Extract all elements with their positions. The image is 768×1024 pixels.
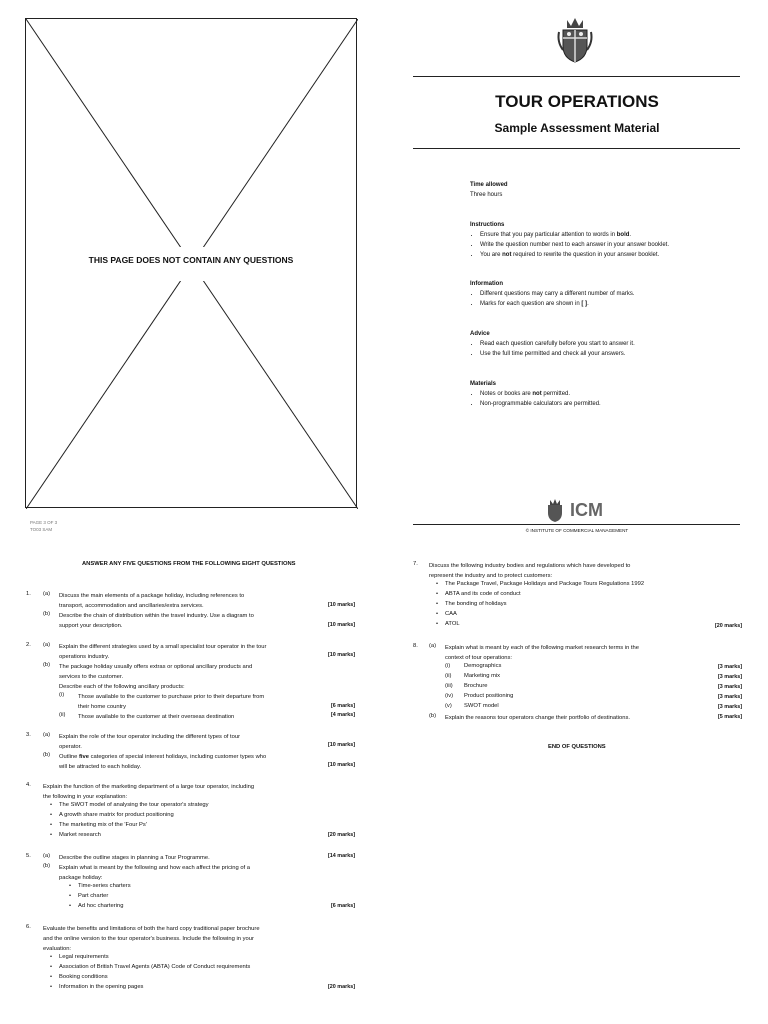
materials-item: • Non-programmable calculators are permitted. [480,399,601,409]
q7-bullet: • ABTA and its code of conduct [445,591,521,597]
q4-bullet: • A growth share matrix for product positioning [59,812,174,818]
q8a-item-text: Brochure [464,683,488,689]
q8a-item-text: Demographics [464,663,502,669]
q3b-label: (b) [43,752,51,758]
q8a-item-text: SWOT model [464,703,499,709]
q7-bullet: • CAA [445,611,457,617]
q4-bullet: • Market research [59,832,101,838]
q7-text: Discuss the following industry bodies and regulations which have developed to represent the industry and to protect customers: [429,563,631,579]
q8a-item-text: Marketing mix [464,673,501,679]
q8-number: 8. [413,643,418,649]
q5b-bullet: • Part charter [78,893,108,899]
page-number: PAGE 3 OF 3 [30,520,58,525]
q2a-text: Explain the different strategies used by a small specialist tour operator in the tour operations industry. [59,644,267,660]
q8b-marks: [5 marks] [718,714,742,720]
q5a-marks: [14 marks] [328,853,355,859]
q3-number: 3. [26,732,31,738]
q2b-label: (b) [43,662,51,668]
crest-icon [555,16,595,64]
q4-bullet: • The marketing mix of the 'Four Ps' [59,822,147,828]
icm-logo-text: ICM [570,500,603,520]
q1b-text: Describe the chain of distribution within the travel industry. Use a diagram to support your description. [59,613,254,629]
q8b-label: (b) [429,713,437,719]
q7-number: 7. [413,561,418,567]
q5a-label: (a) [43,853,51,859]
questions-heading: ANSWER ANY FIVE QUESTIONS FROM THE FOLLOWING EIGHT QUESTIONS [82,561,296,567]
information-item: • Different questions may carry a different number of marks. [480,289,635,299]
copyright: © INSTITUTE OF COMMERCIAL MANAGEMENT [525,528,629,533]
q8a-item-marks: [3 marks] [718,674,742,680]
q4-bullet: • The SWOT model of analysing the tour operator's strategy [59,802,209,808]
q8a-text: Explain what is meant by each of the following market research terms in the context of tour operations: [445,645,639,661]
q8a-item-marks: [3 marks] [718,694,742,700]
q3a-label: (a) [43,732,51,738]
time-heading: Time allowed [470,182,508,188]
advice-heading: Advice [470,331,490,337]
instructions-section [470,220,669,260]
information-item: • Marks for each question are shown in [ ]. [480,299,635,309]
q3b-marks: [10 marks] [328,762,355,768]
end-of-questions: END OF QUESTIONS [548,744,606,750]
document-subtitle: Sample Assessment Material [494,121,660,135]
page-code: TO03 SAM [30,527,53,532]
q2b-ii-label: (ii) [59,712,66,718]
q5b-text: Explain what is meant by the following and how each affect the pricing of a package holiday: [59,865,250,881]
icm-logo-icon [544,499,566,523]
q6-marks: [20 marks] [328,984,355,990]
q5b-bullet: • Time-series charters [78,883,131,889]
q7-marks: [20 marks] [715,623,742,629]
q3a-marks: [10 marks] [328,742,355,748]
q1a-text: Discuss the main elements of a package holiday, including references to transport, accommodation and ancillaries/extra services. [59,593,245,609]
information-heading: Information [470,281,503,287]
q7-bullet: • The Package Travel, Package Holidays and Package Tours Regulations 1992 [445,581,644,587]
q8a-item-label: (v) [445,703,452,709]
advice-item: • Read each question carefully before you start to answer it. [480,339,635,349]
q2-number: 2. [26,642,31,648]
q8a-item-label: (iii) [445,683,453,689]
q4-marks: [20 marks] [328,832,355,838]
instruction-item: • Ensure that you pay particular attention to words in bold. [480,230,669,240]
q6-bullet: • Booking conditions [59,974,108,980]
q1-number: 1. [26,591,31,597]
q5b-bullet: • Ad hoc chartering [78,903,123,909]
q7-bullet: • ATOL [445,621,460,627]
q8a-item-marks: [3 marks] [718,684,742,690]
q8a-item-label: (i) [445,663,451,669]
q7-bullet: • The bonding of holidays [445,601,507,607]
q2b-ii-text: Those available to the customer at their overseas destination [78,714,235,720]
q5a-text: Describe the outline stages in planning a Tour Programme. [59,855,210,861]
q5b-label: (b) [43,863,51,869]
q8a-item-label: (iv) [445,693,454,699]
q2b-ii-marks: [4 marks] [331,712,355,718]
q1a-label: (a) [43,591,51,597]
q5-number: 5. [26,853,31,859]
q1b-marks: [10 marks] [328,622,355,628]
instruction-item: • You are not required to rewrite the question in your answer booklet. [480,250,669,260]
time-allowed-section [470,180,508,200]
q3a-text: Explain the role of the tour operator including the different types of tour operator. [59,734,240,750]
q1b-label: (b) [43,611,51,617]
q2b-i-marks: [6 marks] [331,703,355,709]
instruction-item: • Write the question number next to each answer in your answer booklet. [480,240,669,250]
q6-text: Evaluate the benefits and limitations of both the hard copy traditional paper brochure and the online version to the tour operator's business. Include the following in your evaluation: [43,926,260,952]
q8a-label: (a) [429,643,437,649]
q1a-marks: [10 marks] [328,602,355,608]
information-section [470,279,635,309]
q6-bullet: • Legal requirements [59,954,109,960]
advice-item: • Use the full time permitted and check all your answers. [480,349,635,359]
q2b-i-text: Those available to the customer to purchase prior to their departure from their home country [78,694,265,710]
q6-bullet: • Association of British Travel Agents (ABTA) Code of Conduct requirements [59,964,250,970]
materials-section [470,379,601,409]
materials-item: • Notes or books are not permitted. [480,389,601,399]
q4-number: 4. [26,782,31,788]
q8a-item-label: (ii) [445,673,452,679]
q4-text: Explain the function of the marketing department of a large tour operator, including the following in your explanation: [43,784,255,800]
document-title: TOUR OPERATIONS [495,92,659,111]
q8a-item-marks: [3 marks] [718,704,742,710]
time-value: Three hours [470,192,503,198]
q2a-marks: [10 marks] [328,652,355,658]
q8b-text: Explain the reasons tour operators change their portfolio of destinations. [445,715,630,721]
q5b-marks: [6 marks] [331,903,355,909]
materials-heading: Materials [470,381,497,387]
q8a-item-marks: [3 marks] [718,664,742,670]
instructions-heading: Instructions [470,222,505,228]
q8a-item-text: Product positioning [464,693,514,699]
q2a-label: (a) [43,642,51,648]
no-questions-notice: THIS PAGE DOES NOT CONTAIN ANY QUESTIONS [25,255,357,265]
q6-number: 6. [26,924,31,930]
q6-bullet: • Information in the opening pages [59,984,143,990]
q2b-i-label: (i) [59,692,65,698]
q3b-text: Outline five categories of special interest holidays, including customer types who will be attracted to each holiday. [59,754,267,770]
advice-section [470,329,635,359]
q2b-text: The package holiday usually offers extras or optional ancillary products and services to the customer. Describe each of the following ancillary products: [59,664,253,690]
